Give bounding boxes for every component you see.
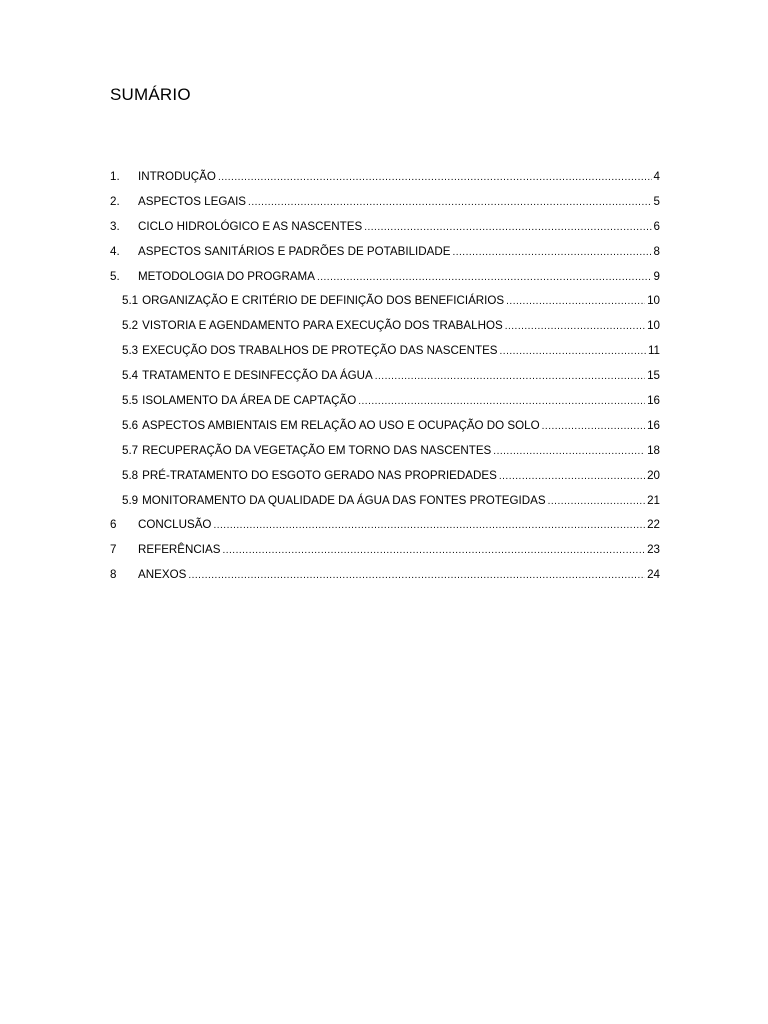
toc-entry-label: CICLO HIDROLÓGICO E AS NASCENTES xyxy=(138,219,363,233)
toc-leader-dots xyxy=(500,344,646,357)
toc-entry-label: ORGANIZAÇÃO E CRITÉRIO DE DEFINIÇÃO DOS BENEFICIÁRIOS xyxy=(142,294,505,308)
toc-leader-dots xyxy=(222,543,645,556)
toc-leader-dots xyxy=(188,568,645,581)
toc-entry-label: TRATAMENTO E DESINFECÇÃO DA ÁGUA xyxy=(142,369,373,383)
toc-entry-label: ASPECTOS LEGAIS xyxy=(138,194,247,208)
toc-entry-label: ISOLAMENTO DA ÁREA DE CAPTAÇÃO xyxy=(142,394,357,408)
toc-leader-dots xyxy=(213,518,645,531)
toc-leader-dots xyxy=(499,469,645,482)
toc-leader-dots xyxy=(317,270,652,283)
toc-entry-number: 8 xyxy=(110,568,117,582)
toc-entry[interactable] xyxy=(110,568,660,593)
toc-entry[interactable] xyxy=(110,469,660,494)
toc-entry-page: 15 xyxy=(647,369,660,383)
toc-entry-page: 20 xyxy=(647,468,660,482)
toc-entry-number: 5.5 xyxy=(122,394,139,408)
toc-entry-number: 5.8 xyxy=(122,468,139,482)
toc-entry[interactable] xyxy=(110,319,660,344)
toc-entry-label: REFERÊNCIAS xyxy=(138,543,221,557)
toc-entry[interactable] xyxy=(110,419,660,444)
toc-entry-page: 4 xyxy=(653,170,660,183)
toc-entry-label: PRÉ-TRATAMENTO DO ESGOTO GERADO NAS PROPRIEDADES xyxy=(142,468,497,482)
toc-entry-page: 8 xyxy=(653,244,660,258)
toc-entry-label: EXECUÇÃO DOS TRABALHOS DE PROTEÇÃO DAS NASCENTES xyxy=(142,344,498,358)
toc-entry-page: 10 xyxy=(647,319,660,333)
toc-entry-label: VISTORIA E AGENDAMENTO PARA EXECUÇÃO DOS TRABALHOS xyxy=(142,319,503,333)
toc-leader-dots xyxy=(493,444,645,457)
toc-entry-page: 21 xyxy=(647,493,660,507)
toc-entry-number: 5. xyxy=(110,269,120,283)
toc-entry-label: ASPECTOS AMBIENTAIS EM RELAÇÃO AO USO E OCUPAÇÃO DO SOLO xyxy=(142,418,540,432)
toc-entry-label: INTRODUÇÃO xyxy=(138,170,216,183)
toc-entry-label: CONCLUSÃO xyxy=(138,518,212,532)
toc-entry-number: 5.1 xyxy=(122,294,139,308)
toc-entry-label: MONITORAMENTO DA QUALIDADE DA ÁGUA DAS FONTES PROTEGIDAS xyxy=(142,493,546,507)
toc-entry-number: 5.6 xyxy=(122,418,139,432)
toc-entry-page: 10 xyxy=(647,294,660,308)
toc-entry-page: 22 xyxy=(647,518,660,532)
toc-entry-page: 16 xyxy=(647,418,660,432)
toc-leader-dots xyxy=(218,170,652,183)
toc-entry[interactable] xyxy=(110,394,660,419)
toc-entry-label: ANEXOS xyxy=(138,568,187,582)
toc-entry-number: 7 xyxy=(110,543,117,557)
toc-entry-page: 16 xyxy=(647,394,660,408)
toc-entry[interactable] xyxy=(110,494,660,519)
toc-entry[interactable] xyxy=(110,245,660,270)
toc-entry[interactable] xyxy=(110,369,660,394)
toc-entry[interactable] xyxy=(110,518,660,543)
toc-entry-number: 1. xyxy=(110,170,120,183)
toc-leader-dots xyxy=(505,319,645,332)
toc-leader-dots xyxy=(248,195,652,208)
toc-entry-number: 5.7 xyxy=(122,443,139,457)
toc-entry-number: 5.2 xyxy=(122,319,139,333)
toc-entry-page: 5 xyxy=(653,194,660,208)
toc-entry-label: RECUPERAÇÃO DA VEGETAÇÃO EM TORNO DAS NASCENTES xyxy=(142,443,492,457)
toc-leader-dots xyxy=(542,419,645,432)
toc-leader-dots xyxy=(548,494,645,507)
toc-leader-dots xyxy=(375,369,645,382)
toc-entry-page: 9 xyxy=(653,269,660,283)
toc-entry-number: 5.9 xyxy=(122,493,139,507)
table-of-contents xyxy=(110,170,660,593)
toc-entry[interactable] xyxy=(110,294,660,319)
toc-title: SUMÁRIO xyxy=(110,85,191,104)
toc-entry[interactable] xyxy=(110,270,660,295)
toc-entry[interactable] xyxy=(110,195,660,220)
toc-entry-label: METODOLOGIA DO PROGRAMA xyxy=(138,269,315,283)
toc-entry[interactable] xyxy=(110,220,660,245)
toc-entry[interactable] xyxy=(110,444,660,469)
toc-entry-label: ASPECTOS SANITÁRIOS E PADRÕES DE POTABILIDADE xyxy=(138,244,451,258)
toc-entry[interactable] xyxy=(110,543,660,568)
toc-entry-page: 6 xyxy=(653,219,660,233)
toc-entry-number: 5.4 xyxy=(122,369,139,383)
toc-entry-page: 24 xyxy=(647,568,660,582)
toc-leader-dots xyxy=(364,220,651,233)
toc-leader-dots xyxy=(506,294,645,307)
toc-entry-number: 3. xyxy=(110,219,120,233)
toc-entry[interactable] xyxy=(110,170,660,195)
toc-entry-number: 5.3 xyxy=(122,344,139,358)
toc-entry-number: 2. xyxy=(110,194,120,208)
toc-entry-page: 18 xyxy=(647,443,660,457)
toc-entry-page: 23 xyxy=(647,543,660,557)
toc-entry-page: 11 xyxy=(647,344,660,358)
toc-entry-number: 4. xyxy=(110,244,120,258)
toc-leader-dots xyxy=(452,245,651,258)
toc-entry-number: 6 xyxy=(110,518,117,532)
toc-entry[interactable] xyxy=(110,344,660,369)
toc-leader-dots xyxy=(358,394,645,407)
